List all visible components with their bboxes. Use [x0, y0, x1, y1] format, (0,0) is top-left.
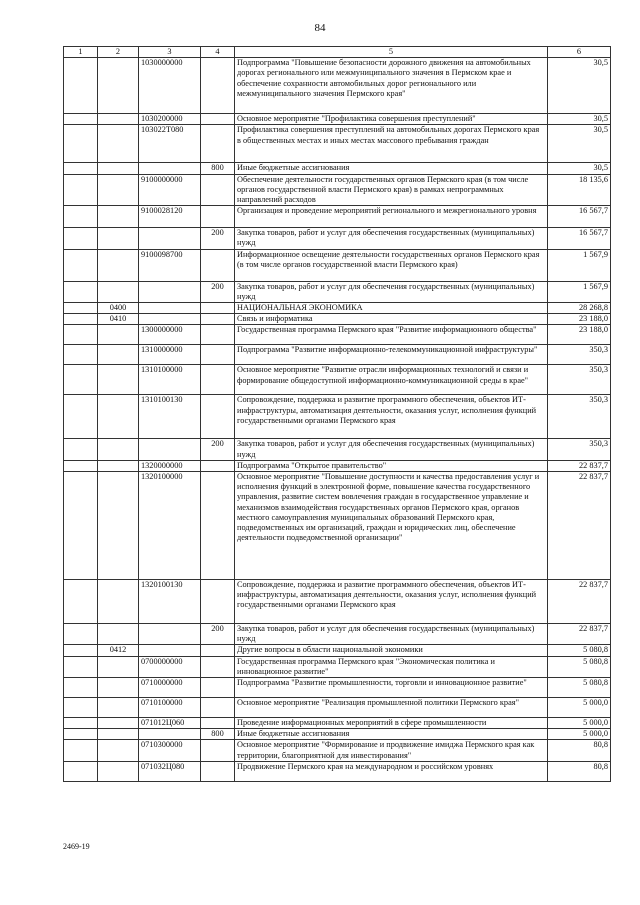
cell-c5: Сопровождение, поддержка и развитие программного обеспечения, объектов ИТ-инфраструктуры, автоматизация деятельности, оказания услуг, исполнения функций государственными органами Пермского края — [235, 580, 548, 624]
cell-c6: 80,8 — [548, 740, 611, 761]
cell-c1 — [64, 656, 98, 677]
cell-c3: 1310100000 — [139, 365, 201, 395]
cell-c2 — [98, 163, 139, 174]
cell-c6: 23 188,0 — [548, 314, 611, 325]
cell-c2 — [98, 345, 139, 365]
cell-c6: 5 000,0 — [548, 729, 611, 740]
cell-c6: 30,5 — [548, 163, 611, 174]
cell-c3: 0710300000 — [139, 740, 201, 761]
cell-c5: Закупка товаров, работ и услуг для обеспечения государственных (муниципальных) нужд — [235, 228, 548, 249]
cell-c5: Подпрограмма "Открытое правительство" — [235, 460, 548, 471]
cell-c6: 350,3 — [548, 439, 611, 460]
cell-c2 — [98, 58, 139, 114]
cell-c3: 0710100000 — [139, 698, 201, 718]
cell-c3 — [139, 439, 201, 460]
table-row — [64, 314, 611, 325]
cell-c1 — [64, 345, 98, 365]
cell-c4 — [201, 395, 235, 439]
cell-c5: Подпрограмма "Развитие информационно-телекоммуникационной инфраструктуры" — [235, 345, 548, 365]
table-row — [64, 645, 611, 656]
cell-c1 — [64, 249, 98, 281]
cell-c1 — [64, 163, 98, 174]
cell-c6: 350,3 — [548, 395, 611, 439]
cell-c3: 9100028120 — [139, 206, 201, 228]
cell-c4 — [201, 249, 235, 281]
cell-c6: 22 837,7 — [548, 624, 611, 645]
header-col-1: 1 — [64, 47, 98, 58]
cell-c6: 1 567,9 — [548, 249, 611, 281]
cell-c6: 18 135,6 — [548, 174, 611, 206]
cell-c2 — [98, 718, 139, 729]
cell-c4 — [201, 460, 235, 471]
cell-c1 — [64, 228, 98, 249]
cell-c4 — [201, 125, 235, 163]
cell-c5: Основное мероприятие "Профилактика совершения преступлений" — [235, 114, 548, 125]
cell-c4: 200 — [201, 281, 235, 302]
cell-c2 — [98, 740, 139, 761]
cell-c2 — [98, 761, 139, 781]
cell-c5: Основное мероприятие "Формирование и продвижение имиджа Пермского края как территории, благоприятной для инвестирования" — [235, 740, 548, 761]
cell-c3: 1310100130 — [139, 395, 201, 439]
cell-c1 — [64, 698, 98, 718]
cell-c4 — [201, 365, 235, 395]
cell-c4: 200 — [201, 439, 235, 460]
cell-c6: 1 567,9 — [548, 281, 611, 302]
cell-c4 — [201, 718, 235, 729]
cell-c6: 350,3 — [548, 345, 611, 365]
cell-c4 — [201, 678, 235, 698]
cell-c5: НАЦИОНАЛЬНАЯ ЭКОНОМИКА — [235, 303, 548, 314]
cell-c3 — [139, 645, 201, 656]
cell-c1 — [64, 624, 98, 645]
page-number: 84 — [314, 22, 326, 34]
cell-c1 — [64, 439, 98, 460]
table-row — [64, 698, 611, 718]
table-row — [64, 163, 611, 174]
cell-c4 — [201, 174, 235, 206]
cell-c1 — [64, 678, 98, 698]
cell-c2 — [98, 365, 139, 395]
cell-c1 — [64, 303, 98, 314]
cell-c6: 28 268,8 — [548, 303, 611, 314]
cell-c1 — [64, 281, 98, 302]
cell-c3: 9100000000 — [139, 174, 201, 206]
cell-c4 — [201, 761, 235, 781]
cell-c4 — [201, 698, 235, 718]
cell-c4: 200 — [201, 624, 235, 645]
cell-c6: 30,5 — [548, 125, 611, 163]
cell-c2 — [98, 114, 139, 125]
cell-c3 — [139, 729, 201, 740]
table-header — [64, 47, 611, 58]
cell-c1 — [64, 206, 98, 228]
cell-c3: 1320100130 — [139, 580, 201, 624]
cell-c4 — [201, 206, 235, 228]
cell-c4 — [201, 740, 235, 761]
cell-c2: 0400 — [98, 303, 139, 314]
cell-c5: Закупка товаров, работ и услуг для обеспечения государственных (муниципальных) нужд — [235, 281, 548, 302]
cell-c2 — [98, 228, 139, 249]
table-row — [64, 125, 611, 163]
table-row — [64, 718, 611, 729]
cell-c4 — [201, 472, 235, 580]
cell-c1 — [64, 58, 98, 114]
table-row — [64, 345, 611, 365]
table-row — [64, 580, 611, 624]
cell-c1 — [64, 365, 98, 395]
cell-c5: Профилактика совершения преступлений на автомобильных дорогах Пермского края в общественных местах и иных местах массового пребывания граждан — [235, 125, 548, 163]
cell-c5: Продвижение Пермского края на международном и российском уровнях — [235, 761, 548, 781]
cell-c6: 16 567,7 — [548, 228, 611, 249]
table-row — [64, 303, 611, 314]
table-row — [64, 439, 611, 460]
header-col-5: 5 — [235, 47, 548, 58]
cell-c1 — [64, 125, 98, 163]
header-col-2: 2 — [98, 47, 139, 58]
cell-c5: Государственная программа Пермского края "Экономическая политика и инновационное развитие" — [235, 656, 548, 677]
header-col-3: 3 — [139, 47, 201, 58]
table-row — [64, 325, 611, 345]
cell-c4 — [201, 325, 235, 345]
cell-c5: Обеспечение деятельности государственных органов Пермского края (в том числе органов государственной власти Пермского края) в рамках непрограммных направлений расходов — [235, 174, 548, 206]
cell-c2 — [98, 698, 139, 718]
cell-c6: 22 837,7 — [548, 460, 611, 471]
cell-c1 — [64, 460, 98, 471]
cell-c3 — [139, 228, 201, 249]
cell-c1 — [64, 314, 98, 325]
cell-c2 — [98, 439, 139, 460]
cell-c3: 1320000000 — [139, 460, 201, 471]
table-row — [64, 395, 611, 439]
cell-c1 — [64, 645, 98, 656]
table-row — [64, 281, 611, 302]
cell-c2 — [98, 656, 139, 677]
cell-c6: 350,3 — [548, 365, 611, 395]
cell-c5: Основное мероприятие "Реализация промышленной политики Пермского края" — [235, 698, 548, 718]
cell-c6: 22 837,7 — [548, 580, 611, 624]
cell-c5: Основное мероприятие "Развитие отрасли информационных технологий и связи и формирование общедоступной информационно-коммуникационной среды в крае" — [235, 365, 548, 395]
cell-c5: Подпрограмма "Повышение безопасности дорожного движения на автомобильных дорогах регионального или межмуниципального значения в Пермском крае и обеспечение сохранности автомобильных дорог регионального или межмуниципального значения Пермского края" — [235, 58, 548, 114]
cell-c5: Государственная программа Пермского края "Развитие информационного общества" — [235, 325, 548, 345]
table-row — [64, 206, 611, 228]
cell-c1 — [64, 114, 98, 125]
cell-c2 — [98, 174, 139, 206]
cell-c2 — [98, 281, 139, 302]
cell-c2 — [98, 580, 139, 624]
table-row — [64, 761, 611, 781]
cell-c2 — [98, 125, 139, 163]
cell-c3: 1310000000 — [139, 345, 201, 365]
table-row — [64, 228, 611, 249]
cell-c3 — [139, 303, 201, 314]
cell-c2: 0410 — [98, 314, 139, 325]
cell-c4 — [201, 314, 235, 325]
cell-c1 — [64, 580, 98, 624]
cell-c2 — [98, 678, 139, 698]
cell-c2 — [98, 729, 139, 740]
cell-c5: Основное мероприятие "Повышение доступности и качества предоставления услуг и исполнения функций в электронной форме, повышение качества государственного управления, развитие систем вовлечения граждан в государственное управление и механизмов взаимодействия государственных органов Пермского края, органов местного самоуправления муниципальных образований Пермского края, подведомственных им организаций, граждан и юридических лиц, обеспечение деятельности подведомственной организации" — [235, 472, 548, 580]
cell-c5: Подпрограмма "Развитие промышленности, торговли и инновационное развитие" — [235, 678, 548, 698]
header-col-4: 4 — [201, 47, 235, 58]
cell-c6: 5 080,8 — [548, 656, 611, 677]
table-row — [64, 624, 611, 645]
table-row — [64, 174, 611, 206]
cell-c5: Связь и информатика — [235, 314, 548, 325]
cell-c1 — [64, 395, 98, 439]
cell-c4 — [201, 345, 235, 365]
cell-c3 — [139, 281, 201, 302]
cell-c3: 103022Т080 — [139, 125, 201, 163]
cell-c3: 0710000000 — [139, 678, 201, 698]
cell-c6: 30,5 — [548, 114, 611, 125]
cell-c6: 22 837,7 — [548, 472, 611, 580]
table-body — [64, 58, 611, 782]
cell-c5: Закупка товаров, работ и услуг для обеспечения государственных (муниципальных) нужд — [235, 439, 548, 460]
cell-c6: 80,8 — [548, 761, 611, 781]
footer-code: 2469-19 — [63, 842, 90, 851]
cell-c3: 071032Ц080 — [139, 761, 201, 781]
cell-c2: 0412 — [98, 645, 139, 656]
cell-c1 — [64, 729, 98, 740]
header-col-6: 6 — [548, 47, 611, 58]
cell-c5: Иные бюджетные ассигнования — [235, 163, 548, 174]
cell-c6: 5 000,0 — [548, 698, 611, 718]
cell-c3 — [139, 624, 201, 645]
cell-c4 — [201, 656, 235, 677]
cell-c1 — [64, 174, 98, 206]
cell-c3 — [139, 314, 201, 325]
cell-c3: 071012Ц060 — [139, 718, 201, 729]
budget-table — [63, 46, 611, 782]
table-row — [64, 740, 611, 761]
cell-c2 — [98, 472, 139, 580]
cell-c6: 30,5 — [548, 58, 611, 114]
table-row — [64, 114, 611, 125]
cell-c5: Организация и проведение мероприятий регионального и межрегионального уровня — [235, 206, 548, 228]
cell-c5: Сопровождение, поддержка и развитие программного обеспечения, объектов ИТ-инфраструктуры, автоматизация деятельности, оказания услуг, исполнения функций государственными органами Пермского края — [235, 395, 548, 439]
cell-c3: 1030000000 — [139, 58, 201, 114]
cell-c5: Другие вопросы в области национальной экономики — [235, 645, 548, 656]
cell-c1 — [64, 740, 98, 761]
cell-c3: 1320100000 — [139, 472, 201, 580]
cell-c3: 9100098700 — [139, 249, 201, 281]
cell-c4 — [201, 58, 235, 114]
table-row — [64, 656, 611, 677]
cell-c3: 0700000000 — [139, 656, 201, 677]
cell-c5: Иные бюджетные ассигнования — [235, 729, 548, 740]
cell-c4 — [201, 114, 235, 125]
cell-c1 — [64, 325, 98, 345]
cell-c6: 16 567,7 — [548, 206, 611, 228]
cell-c5: Информационное освещение деятельности государственных органов Пермского края (в том числе органов государственной власти Пермского края) — [235, 249, 548, 281]
cell-c5: Закупка товаров, работ и услуг для обеспечения государственных (муниципальных) нужд — [235, 624, 548, 645]
cell-c2 — [98, 249, 139, 281]
cell-c6: 5 080,8 — [548, 645, 611, 656]
cell-c2 — [98, 460, 139, 471]
cell-c4: 800 — [201, 163, 235, 174]
cell-c1 — [64, 761, 98, 781]
table-row — [64, 249, 611, 281]
cell-c2 — [98, 206, 139, 228]
cell-c2 — [98, 624, 139, 645]
cell-c1 — [64, 472, 98, 580]
cell-c2 — [98, 325, 139, 345]
cell-c6: 5 000,0 — [548, 718, 611, 729]
cell-c6: 23 188,0 — [548, 325, 611, 345]
cell-c4 — [201, 580, 235, 624]
cell-c2 — [98, 395, 139, 439]
cell-c1 — [64, 718, 98, 729]
table-row — [64, 678, 611, 698]
table-row — [64, 58, 611, 114]
table-row — [64, 729, 611, 740]
table-row — [64, 472, 611, 580]
table-row — [64, 460, 611, 471]
cell-c4 — [201, 303, 235, 314]
cell-c5: Проведение информационных мероприятий в сфере промышленности — [235, 718, 548, 729]
table-row — [64, 365, 611, 395]
cell-c4 — [201, 645, 235, 656]
cell-c3: 1030200000 — [139, 114, 201, 125]
cell-c4: 800 — [201, 729, 235, 740]
cell-c3: 1300000000 — [139, 325, 201, 345]
cell-c6: 5 080,8 — [548, 678, 611, 698]
cell-c3 — [139, 163, 201, 174]
cell-c4: 200 — [201, 228, 235, 249]
